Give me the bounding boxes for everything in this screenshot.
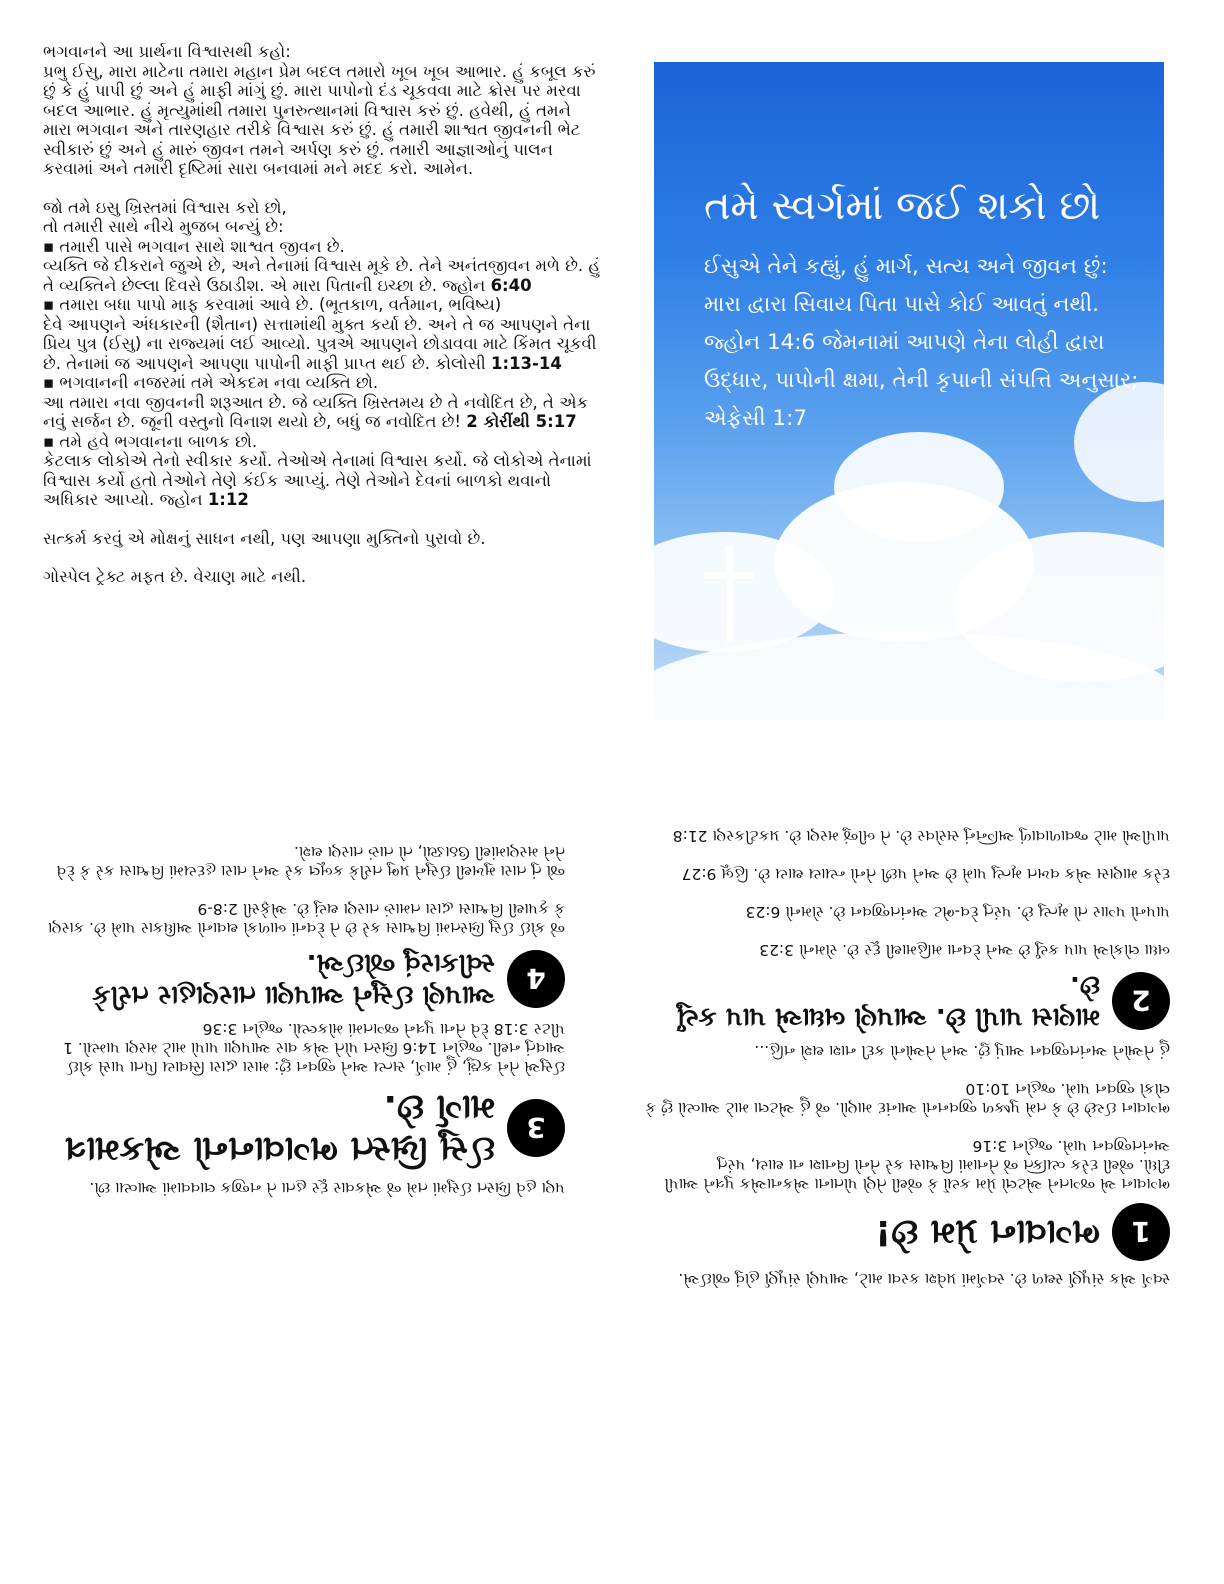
- believe-lead-2: તો તમારી સાથે નીચે મુજબ બન્યું છે:: [43, 217, 284, 236]
- section-number-2: 2: [1112, 972, 1170, 1030]
- point-forgiven-text: દેવે આપણને અંધકારની (શૈતાન) સત્તામાંથી મુક્ત કર્યા છે. અને તે જ આપણને તેના પ્રિય પુત્ર (ઈસુ) ના રાજ્યમાં લઈ આવ્યો. પુત્રએ આપણને છોડાવવા માટે કિંમત ચૂકવી છે. તેનામાં જ આપણને આપણા પાપોની માફી પ્રાપ્ત થઈ છે. કોલોસી 1:13-14: [43, 314, 597, 373]
- section-1-title: ભગવાન પ્રેમ છે!: [875, 1212, 1100, 1252]
- cross-icon: [726, 546, 733, 642]
- section-2-text-2: પાપનો પગાર તો મૃત્યુ છે. પરંતુ દેવ-ભેટ અનંતજીવન છે. રોમનો 6:23: [745, 903, 1170, 921]
- section-2-text-3: દરેક માણસ એક વખત મૃત્યુ પામે છે અને પછી તેનો ન્યાય થાય છે. હિબ્રૂ 9:27: [681, 865, 1170, 883]
- card-verse: ઈસુએ તેને કહ્યું, હું માર્ગ, સત્ય અને જીવન છું: મારા દ્વારા સિવાય પિતા પાસે કોઈ આવતું નથી. જ્હોન 14:6 જેમનામાં આપણે તેના લોહી દ્વારા ઉદ્ધાર, પાપોની ક્ષમા, તેની કૃપાની સંપત્તિ અનુસાર; એફેસી 1:7: [704, 254, 1139, 431]
- ref-2-corinthians: 2 કોરીંથી 5:17: [466, 412, 577, 431]
- card-title: તમે સ્વર્ગમાં જઈ શકો છો: [704, 183, 1101, 229]
- point-new-person: ▪ ભગવાનની નજરમાં તમે એકદમ નવા વ્યક્તિ છો.: [43, 373, 379, 392]
- section-1-text: ભગવાન એ જગતને એટલો પ્રેમ કર્યો કે જેથી તેણે પોતાના એકનાએક પુત્રને આપી દીધો. જેથી દરેક વ્યક્તિ જે તેનામાં વિશ્વાસ કરે તેનો વિનાશ ના થાય, પરંતુ અનંતજીવન પામે. જ્હોન 3:16: [664, 1137, 1170, 1193]
- section-4-text-2: જો તું તારા મુખથી ઈસુને પ્રભુ તરીકે કબૂલ કરે અને તારા હૃદયમાં વિશ્વાસ કરે કે દેવે તેને મરણમાંથી ઉઠાડ્યો, તો તારું તારણ થશે.: [56, 843, 565, 880]
- section-2-text-4: પાપીઓ માટે જ્વાળાવાળું અગ્નિનું સરોવર છે. તે બીજું મરણ છે. પ્રકટીકરણ 21:8: [672, 827, 1170, 845]
- section-number-3: 3: [507, 1099, 565, 1157]
- section-1-text-3: હું તેઓને અનંતજીવન આપું છું. અને તેઓનો કદી નાશ થશે નહિ...: [754, 1042, 1170, 1060]
- near-intro: પણ હવે ખ્રિસ્ત ઈસુમાં તમે જે એકવાર દૂર હતા તે નજીક લાવવામાં આવ્યા છો.: [89, 1179, 565, 1197]
- heaven-intro: સ્વર્ગ એક સંપૂર્ણ સ્થળ છે. સ્વર્ગમાં પ્રવેશ કરવા માટે, આપણે સંપૂર્ણ હોવું જોઈએ.: [678, 1270, 1170, 1288]
- cross-icon-bar: [704, 572, 754, 579]
- point-forgiven: ▪ તમારા બધા પાપો માફ કરવામાં આવે છે. (ભૂતકાળ, વર્તમાન, ભવિષ્ય): [43, 295, 502, 314]
- sky-card: [654, 62, 1164, 720]
- section-2-heading: [642, 969, 1170, 1033]
- section-number-1: 1: [1112, 1203, 1170, 1261]
- ref-john-6-40: 6:40: [490, 275, 532, 295]
- section-3-text: ઈસુએ તેને કહ્યું, હું માર્ગ, સત્ય અને જીવન છું: મારા દ્વારા સિવાય પિતા પાસે કોઈ આવતું નથી. જ્હોન 14:6 ખ્રિસ્ત પોતે એક વાર આપણા પાપો માટે મરણ પામ્યો. 1 પીટર 3:18 દેવે તેના પુત્રને જગતમાં મોકલ્યો. જ્હોન 3:36: [63, 1020, 565, 1076]
- section-2-title: માણસ પાપી છે. આપણે બધાએ પાપ કર્યું છે.: [677, 970, 1100, 1032]
- rotated-panel-left: [43, 842, 565, 1197]
- ref-colossians: 1:13-14: [490, 353, 562, 373]
- section-3-heading: [43, 1086, 565, 1170]
- section-4-heading: [43, 947, 565, 1011]
- point-eternal-life-text: વ્યક્તિ જે દીકરાને જુએ છે, અને તેનામાં વિશ્વાસ મૂકે છે. તેને અનંતજીવન મળે છે. હું તે વ્યક્તિને છેલ્લા દિવસે ઉઠાડીશ. એ મારા પિતાની ઇચ્છા છે. જ્હોન 6:40: [43, 256, 601, 295]
- prayer-intro: ભગવાનને આ પ્રાર્થના વિશ્વાસથી કહો:: [43, 42, 291, 61]
- section-number-4: 4: [507, 950, 565, 1008]
- rotated-panel-right: [642, 826, 1170, 1288]
- point-child-of-god: ▪ તમે હવે ભગવાનના બાળક છો.: [43, 431, 258, 451]
- section-3-title: ઈસુ ખ્રિસ્ત ભગવાનનો એકમાત્ર માર્ગ છે.: [64, 1087, 495, 1169]
- cloud-shape: [834, 432, 1004, 542]
- point-child-of-god-text: કેટલાક લોકોએ તેનો સ્વીકાર કર્યો. તેઓએ તેનામાં વિશ્વાસ કર્યો. જે લોકોએ તેનામાં વિશ્વાસ કર્યો હતો તેઓને તેણે કંઈક આપ્યું. તેણે તેઓને દેવનાં બાળકો થવાનો અધિકાર આપ્યો. જ્હોન 1:12: [43, 451, 592, 509]
- believe-lead-1: જો તમે ઇસુ ખ્રિસ્તમાં વિશ્વાસ કરો છો,: [43, 197, 287, 217]
- section-1-text-2: ભગવાન ઈચ્છે છે કે તમે પુષ્કળ જીવનનો આનંદ માણો. જે હું એટલા માટે આવ્યો છું કે લોકો જીવન પામે. જ્હોન 10:10: [645, 1080, 1170, 1117]
- free-tract-note: ગોસ્પેલ ટ્રેક્ટ મફત છે. વેચાણ માટે નથી.: [43, 567, 307, 586]
- section-4-title: આપણે ઈસુને આપણા તારણહાર તરીકે સ્વીકારવું જોઈએ.: [92, 948, 495, 1010]
- prayer-column: [43, 42, 603, 587]
- point-eternal-life: ▪ તમારી પાસે ભગવાન સાથે શાશ્વત જીવન છે.: [43, 236, 345, 256]
- section-1-heading: [642, 1203, 1170, 1261]
- point-new-person-text: આ તમારા નવા જીવનની શરૂઆત છે. જે વ્યક્તિ ખ્રિસ્તમય છે તે નવોદિત છે, તે એક નવું સર્જન છે. જૂની વસ્તુનો વિનાશ થયો છે, બધું જ નવોદિત છે! 2 કોરીંથી 5:17: [43, 392, 589, 431]
- prayer-body: પ્રભુ ઈસુ, મારા માટેના તમારા મહાન પ્રેમ બદલ તમારો ખૂબ ખૂબ આભાર. હું કબૂલ કરું છું કે હું પાપી છું અને હું માફી માંગું છું. મારા પાપોનો દંડ ચૂકવવા માટે ક્રોસ પર મરવા બદલ આભાર. હું મૃત્યુમાંથી તમારા પુનરુત્થાનમાં વિશ્વાસ કરું છું. હવેથી, હું તમને મારા ભગવાન અને તારણહાર તરીકે વિશ્વાસ કરું છું. હું તમારી શાશ્વત જીવનની ભેટ સ્વીકારું છું અને હું મારું જીવન તમને અર્પણ કરું છું. તમારી આજ્ઞાઓનું પાલન કરવામાં અને તમારી દૃષ્ટિમાં સારા બનવામાં મને મદદ કરો. આમેન.: [43, 61, 596, 178]
- ref-john-1-12: 1:12: [207, 490, 249, 509]
- section-4-text: જે કોઈ ઈસુ ખ્રિસ્તમાં વિશ્વાસ કરે છે તે દેવનાં બાળકો થવાનો અધિકાર પામે છે. કારણ કે કૃપાથી વિશ્વાસ દ્વારા તમારું તારણ થયું છે. એફેસી 2:8-9: [47, 900, 565, 937]
- section-2-text: બધા લોકોએ પાપ કર્યું છે અને દેવના મહિમાથી દૂર છે. રોમનો 3:23: [759, 941, 1170, 959]
- works-statement: સત્કર્મ કરવું એ મોક્ષનું સાધન નથી, પણ આપણા મુક્તિનો પુરાવો છે.: [43, 528, 486, 548]
